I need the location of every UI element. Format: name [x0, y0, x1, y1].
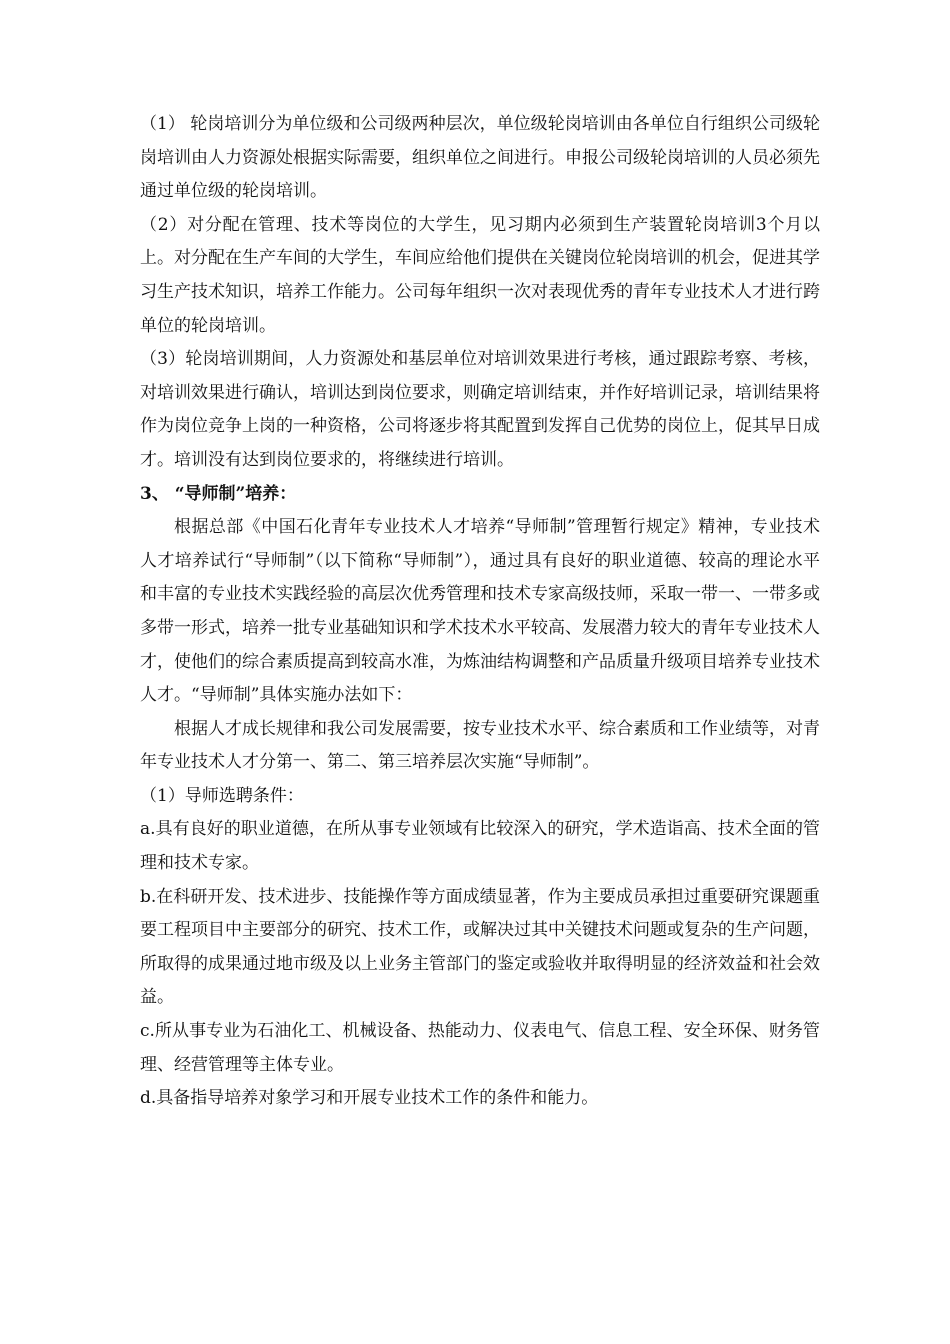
paragraph-condition-d: d.具备指导培养对象学习和开展专业技术工作的条件和能力。 — [140, 1088, 599, 1109]
paragraph-mentor-levels: 根据人才成长规律和我公司发展需要，按专业技术水平、综合素质和工作业绩等，对青年专业技术人才分第一、第二、第三培养层次实施“导师制”。 — [140, 718, 820, 773]
paragraph-mentor-intro: 根据总部《中国石化青年专业技术人才培养“导师制”管理暂行规定》精神，专业技术人才培养试行“导师制”（以下简称“导师制”），通过具有良好的职业道德、较高的理论水平和丰富的专业技术实践经验的高层次优秀管理和技术专家高级技师，采取一带一、一带多或多带一形式，培养一批专业基础知识和学术技术水平较高、发展潜力较大的青年专业技术人才，使他们的综合素质提高到较高水准，为炼油结构调整和产品质量升级项目培养专业技术人才。“导师制”具体实施办法如下： — [140, 517, 820, 706]
paragraph-rotation-assessment: （3）轮岗培训期间，人力资源处和基层单位对培训效果进行考核，通过跟踪考察、考核，对培训效果进行确认，培训达到岗位要求，则确定培训结束，并作好培训记录，培训结果将作为岗位竞争上岗的一种资格，公司将逐步将其配置到发挥自己优势的岗位上，促其早日成才。培训没有达到岗位要求的，将继续进行培训。 — [140, 349, 820, 470]
paragraph-condition-c: c.所从事专业为石油化工、机械设备、热能动力、仪表电气、信息工程、安全环保、财务管理、经营管理等主体专业。 — [140, 1021, 820, 1075]
document-page — [140, 108, 820, 1116]
paragraph-rotation-levels: （1） 轮岗培训分为单位级和公司级两种层次，单位级轮岗培训由各单位自行组织公司级轮岗培训由人力资源处根据实际需要，组织单位之间进行。申报公司级轮岗培训的人员必须先通过单位级的轮岗培训。 — [140, 114, 820, 202]
paragraph-mentor-conditions-title: （1）导师选聘条件： — [140, 785, 304, 806]
paragraph-condition-b: b.在科研开发、技术进步、技能操作等方面成绩显著，作为主要成员承担过重要研究课题重要工程项目中主要部分的研究、技术工作，或解决过其中关键技术问题或复杂的生产问题，所取得的成果通过地市级及以上业务主管部门的鉴定或验收并取得明显的经济效益和社会效益。 — [140, 886, 820, 1008]
paragraph-graduate-rotation: （2）对分配在管理、技术等岗位的大学生，见习期内必须到生产装置轮岗培训3个月以上。对分配在生产车间的大学生，车间应给他们提供在关键岗位轮岗培训的机会，促进其学习生产技术知识，培养工作能力。公司每年组织一次对表现优秀的青年专业技术人才进行跨单位的轮岗培训。 — [140, 214, 820, 336]
paragraph-condition-a: a.具有良好的职业道德，在所从事专业领域有比较深入的研究，学术造诣高、技术全面的管理和技术专家。 — [140, 819, 820, 874]
section-heading-mentor: 3、 “导师制”培养： — [140, 483, 297, 504]
